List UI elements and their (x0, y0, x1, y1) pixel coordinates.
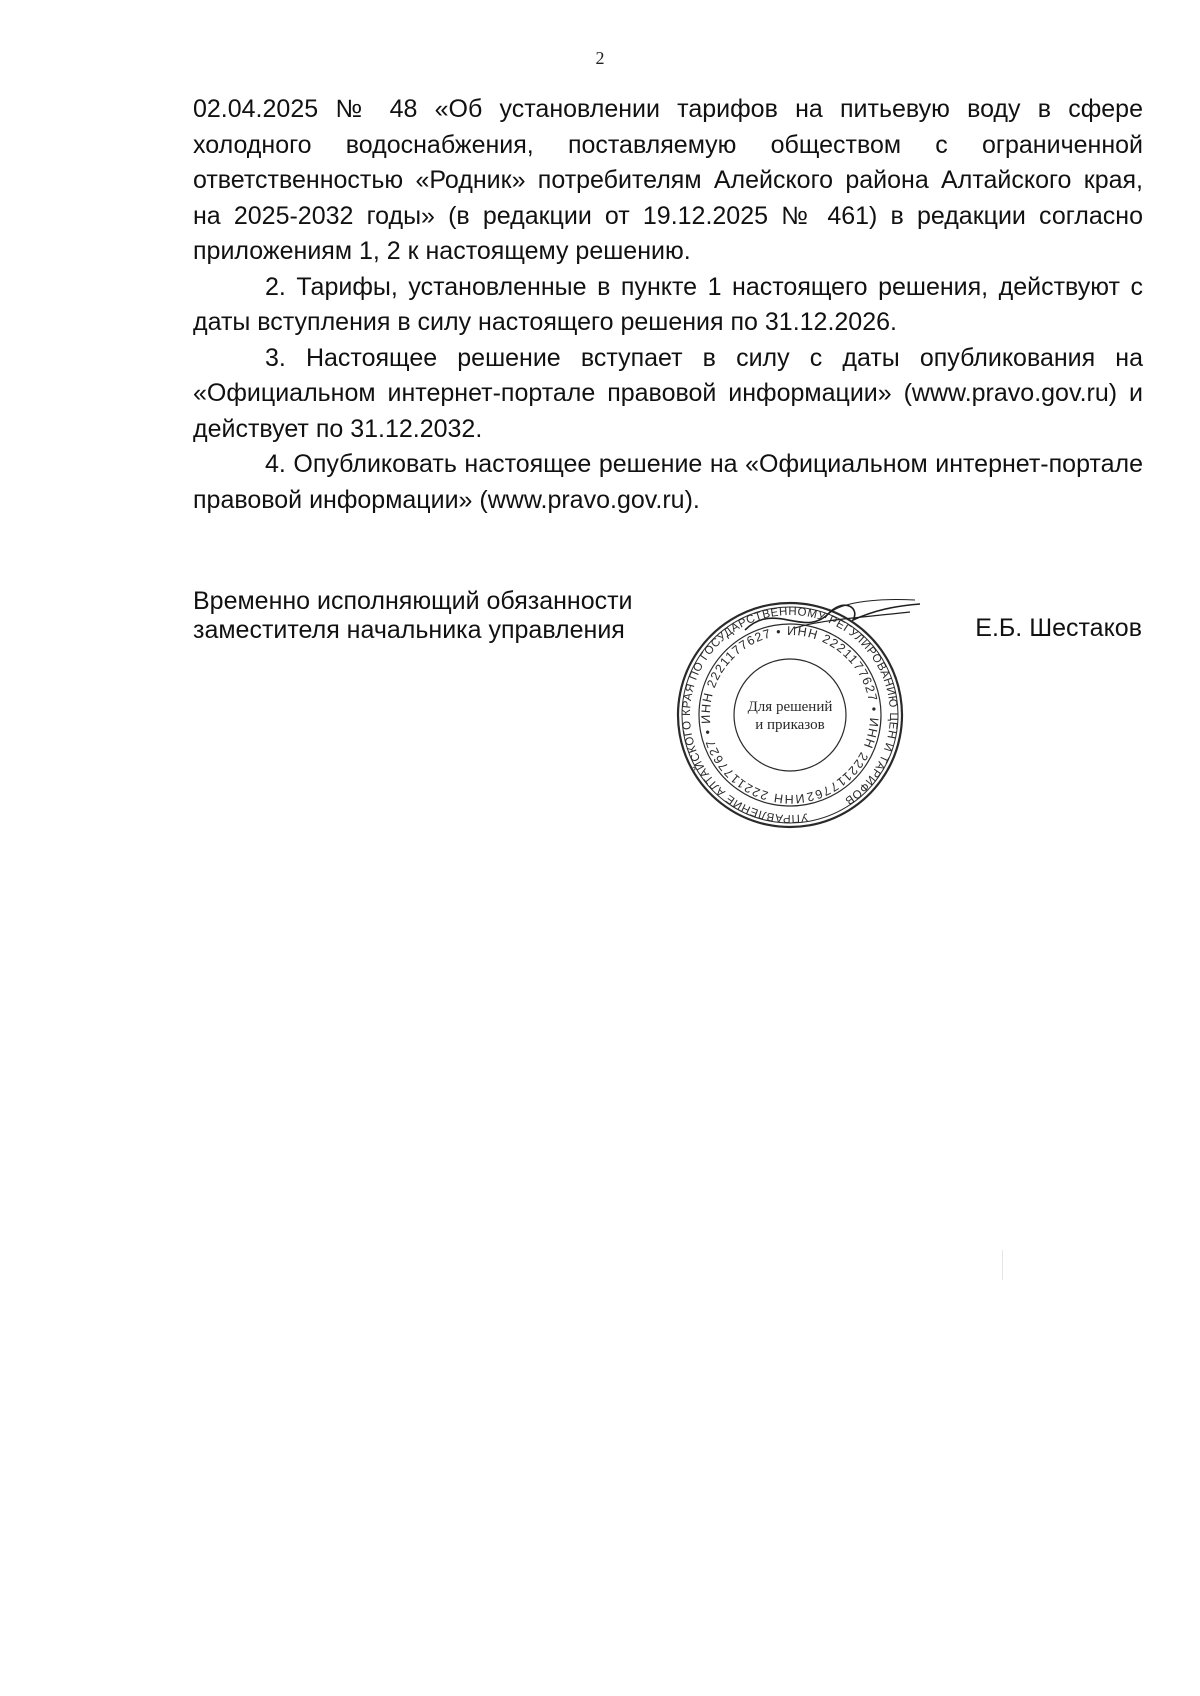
paragraph-continuation: 02.04.2025 № 48 «Об установлении тарифов на питьевую воду в сфере холодного водоснабжения, поставляемую обществом с ограниченной ответственностью «Родник» потребителям Алейского района Алтайского края, на 2025-2032 годы» (в редакции от 19.12.2025 № 461) в редакции согласно приложениям 1, 2 к настоящему решению. (193, 95, 1143, 265)
paragraph-2: 2. Тарифы, установленные в пункте 1 настоящего решения, действуют с даты вступления в силу настоящего решения по 31.12.2026. (193, 272, 1143, 336)
stamp-inner-text: ИНН 2221177627 • ИНН 2221177627 • ИНН 2221177627 • ИНН 2221177627 (698, 623, 882, 807)
scan-artifact (1002, 1250, 1003, 1280)
page-number: 2 (595, 48, 605, 68)
stamp-center-line-2: и приказов (755, 717, 825, 733)
signatory-title-line-1: Временно исполняющий обязанности (193, 587, 633, 615)
signatory-title-line-2: заместителя начальника управления (193, 616, 625, 644)
paragraph-3: 3. Настоящее решение вступает в силу с даты опубликования на «Официальном интернет-портале правовой информации» (www.pravo.gov.ru) и действует по 31.12.2032. (193, 343, 1143, 443)
handwritten-signature (735, 590, 925, 650)
stamp-outer-text: УПРАВЛЕНИЕ АЛТАЙСКОГО КРАЯ ПО ГОСУДАРСТВЕННОМУ РЕГУЛИРОВАНИЮ ЦЕН И ТАРИФОВ (680, 605, 900, 825)
stamp-inner-ring (734, 659, 846, 771)
document-body (193, 92, 1143, 518)
signatory-title (193, 587, 633, 645)
signatory-name: Е.Б. Шестаков (975, 614, 1142, 642)
paragraph-4: 4. Опубликовать настоящее решение на «Официальном интернет-портале правовой информации» (www.pravo.gov.ru). (193, 450, 1143, 514)
stamp-center-line-1: Для решений (747, 699, 833, 715)
